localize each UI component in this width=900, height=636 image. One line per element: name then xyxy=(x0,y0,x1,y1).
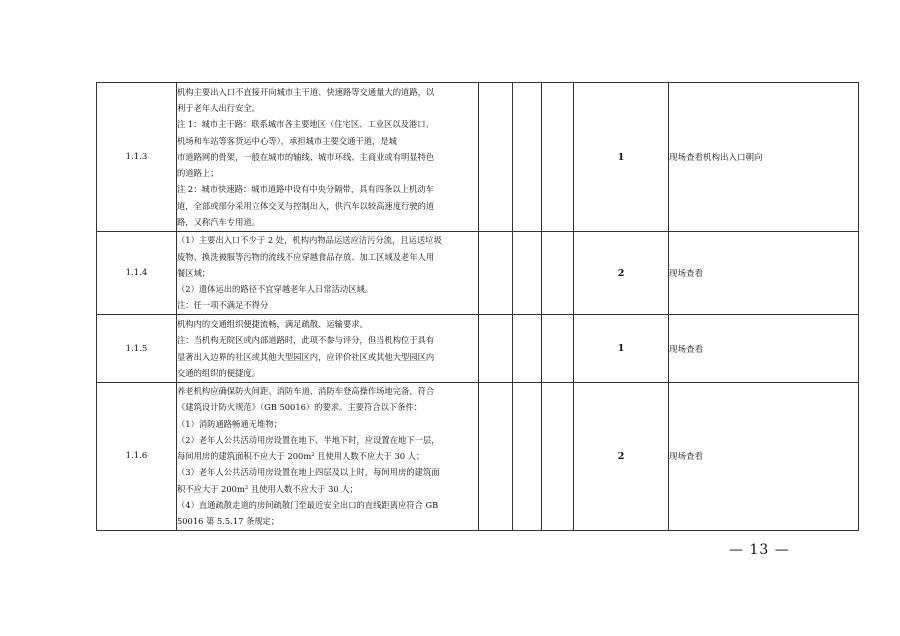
item-code: 1.1.6 xyxy=(97,383,177,531)
item-description xyxy=(177,383,479,531)
description-line: 市道路网的骨架，一般在城市的轴线、城市环线、主商业或有明显特色 xyxy=(177,151,435,162)
description-line: 废物、换洗被服等污物的流线不应穿越食品存放、加工区域及老年人用 xyxy=(177,251,435,262)
description-line: 显著出入边界的社区或其他大型园区内，应评价社区或其他大型园区内 xyxy=(177,351,435,362)
empty-cell xyxy=(542,83,574,232)
description-line: 餐区域； xyxy=(177,267,211,278)
table-row xyxy=(97,83,859,232)
description-line: 利于老年人出行安全。 xyxy=(177,102,260,113)
page-number: — 13 — xyxy=(729,542,790,558)
description-line: 机构主要出入口不直接开向城市主干道、快速路等交通量大的道路，以 xyxy=(177,86,435,97)
empty-cell xyxy=(542,383,574,531)
description-line: （2）遗体运出的路径不宜穿越老年人日常活动区域。 xyxy=(177,284,374,295)
description-line: 注：当机构无院区或内部道路时，此项不参与评分，但当机构位于具有 xyxy=(177,335,435,346)
inspection-method: 现场查看 xyxy=(669,315,859,383)
description-line: 注：任一项不满足不得分 xyxy=(177,300,269,311)
empty-cell xyxy=(479,383,513,531)
description-line: 注 1：城市主干路：联系城市各主要地区（住宅区、工业区以及港口、 xyxy=(177,119,434,130)
description-line: 50016 第 5.5.17 条规定； xyxy=(177,516,280,527)
description-line: （1）主要出入口不少于 2 处，机构内物品运送应洁污分流，且运送垃圾 xyxy=(177,235,442,246)
table-row xyxy=(97,383,859,531)
evaluation-table xyxy=(96,82,859,531)
item-score: 1 xyxy=(574,83,669,232)
description-line: （1）消防通路畅通无堆物； xyxy=(177,418,282,429)
empty-cell xyxy=(513,232,542,315)
item-description xyxy=(177,83,479,232)
description-line: 交通的组织的便捷度。 xyxy=(177,367,260,378)
description-line: 积不应大于 200m² 且使用人数不应大于 30 人； xyxy=(177,483,358,494)
inspection-method: 现场查看机构出入口朝向 xyxy=(669,83,859,232)
description-line: （2）老年人公共活动用房设置在地下、半地下时，应设置在地下一层， xyxy=(177,434,440,445)
description-line: （3）老年人公共活动用房设置在地上四层及以上时，每间用房的建筑面 xyxy=(177,467,440,478)
empty-cell xyxy=(479,315,513,383)
description-line: 每间用房的建筑面积不应大于 200m² 且使用人数不应大于 30 人； xyxy=(177,451,425,462)
description-line: 机场和车站等客货运中心等），承担城市主要交通干道，是城 xyxy=(177,135,397,146)
item-description xyxy=(177,232,479,315)
empty-cell xyxy=(479,232,513,315)
description-line: 的道路上； xyxy=(177,168,219,179)
item-code: 1.1.3 xyxy=(97,83,177,232)
empty-cell xyxy=(479,83,513,232)
table-row xyxy=(97,315,859,383)
description-line: （4）直通疏散走道的房间疏散门至最近安全出口的直线距离应符合 GB xyxy=(177,500,439,511)
description-line: 机构内的交通组织便捷流畅，满足疏散、运输要求。 xyxy=(177,318,368,329)
description-line: 养老机构应确保防火间距、消防车道、消防车登高操作场地完备，符合 xyxy=(177,386,435,396)
item-score: 2 xyxy=(574,383,669,531)
item-code: 1.1.4 xyxy=(97,232,177,315)
empty-cell xyxy=(513,383,542,531)
description-line: 注 2：城市快速路：城市道路中设有中央分隔带，具有四条以上机动车 xyxy=(177,184,434,195)
empty-cell xyxy=(513,315,542,383)
empty-cell xyxy=(513,83,542,232)
description-line: 《建筑设计防火规范》（GB 50016）的要求。主要符合以下条件： xyxy=(177,402,423,413)
empty-cell xyxy=(542,232,574,315)
table-body xyxy=(97,83,859,531)
description-line: 路，又称汽车专用道。 xyxy=(177,217,260,228)
table-row xyxy=(97,232,859,315)
description-line: 道，全部或部分采用立体交叉与控制出入，供汽车以较高速度行驶的道 xyxy=(177,200,435,211)
item-code: 1.1.5 xyxy=(97,315,177,383)
inspection-method: 现场查看 xyxy=(669,383,859,531)
empty-cell xyxy=(542,315,574,383)
item-score: 1 xyxy=(574,315,669,383)
item-description xyxy=(177,315,479,383)
item-score: 2 xyxy=(574,232,669,315)
inspection-method: 现场查看 xyxy=(669,232,859,315)
